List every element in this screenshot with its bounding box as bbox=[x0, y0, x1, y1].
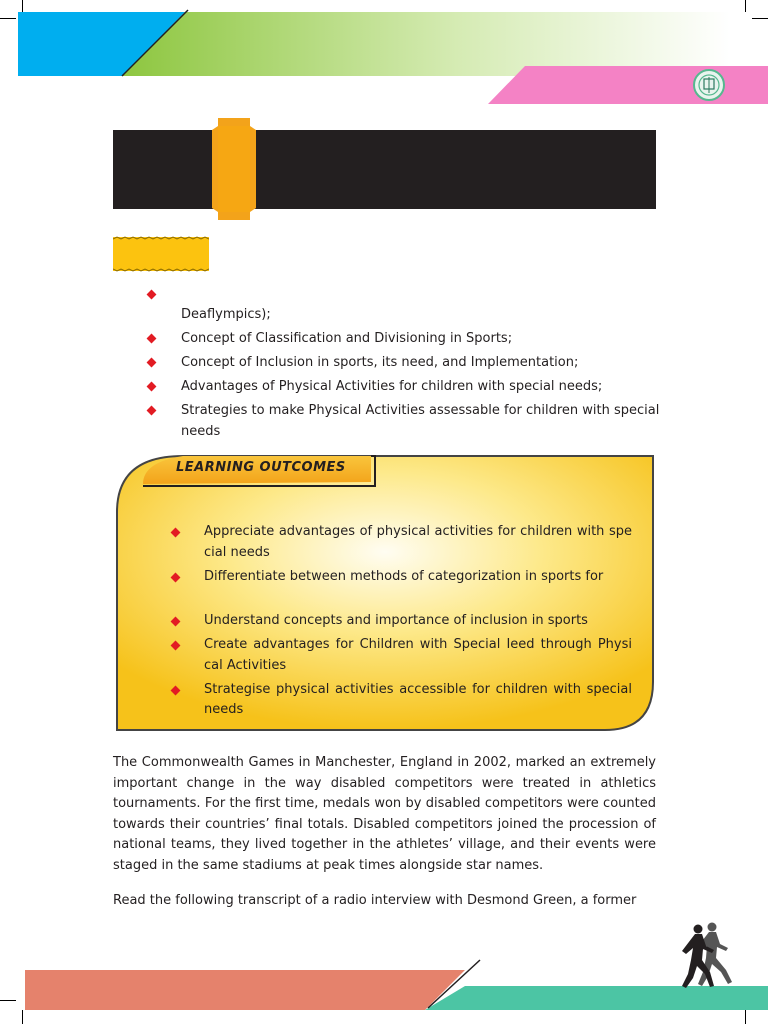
topics-list bbox=[148, 284, 668, 445]
diamond-bullet-icon bbox=[147, 334, 157, 344]
topic-text: Advantages of Physical Activities for children with special needs; bbox=[181, 379, 603, 394]
diamond-bullet-icon bbox=[171, 572, 181, 582]
diamond-bullet-icon bbox=[147, 290, 157, 300]
diamond-bullet-icon bbox=[171, 528, 181, 538]
outcome-text: Strategise physical activities accessible for children with special needs bbox=[204, 681, 632, 717]
list-item bbox=[148, 352, 668, 373]
list-item bbox=[172, 635, 632, 676]
diamond-bullet-icon bbox=[147, 406, 157, 416]
body-paragraph: Read the following transcript of a radio interview with Desmond Green, a former bbox=[113, 893, 637, 908]
diamond-bullet-icon bbox=[171, 685, 181, 695]
learning-outcomes-heading: LEARNING OUTCOMES bbox=[176, 460, 346, 475]
list-item bbox=[172, 680, 632, 721]
list-item bbox=[148, 400, 668, 442]
topic-text: Concept of Inclusion in sports, its need, and Implementation; bbox=[181, 355, 579, 370]
outcome-text: Understand concepts and importance of inclusion in sports bbox=[204, 613, 588, 628]
list-item bbox=[172, 522, 632, 563]
topic-text bbox=[181, 284, 668, 305]
topic-text: Strategies to make Physical Activities assessable for children with special needs bbox=[181, 403, 660, 439]
diamond-bullet-icon bbox=[171, 617, 181, 627]
chapter-number-tab bbox=[212, 118, 256, 220]
list-item bbox=[172, 567, 632, 588]
list-item bbox=[172, 611, 632, 632]
objectives-tag bbox=[113, 234, 209, 274]
outcome-text: Create advantages for Children with Special Ieed through Physi cal Activities bbox=[204, 637, 632, 673]
diamond-bullet-icon bbox=[171, 641, 181, 651]
bottom-banner bbox=[0, 950, 768, 1024]
list-item bbox=[148, 284, 668, 305]
diamond-bullet-icon bbox=[147, 382, 157, 392]
outcome-text: Appreciate advantages of physical activities for children with spe cial needs bbox=[204, 524, 632, 560]
diamond-bullet-icon bbox=[147, 358, 157, 368]
topic-text: Concept of Classification and Divisioning in Sports; bbox=[181, 331, 513, 346]
body-paragraph: The Commonwealth Games in Manchester, England in 2002, marked an extremely important change in the way disabled competitors were treated in athletics tournaments. For the first time, medals won by disabled competitors were counted towards their countries’ final totals. Disabled competitors joined the procession of national teams, they lived together in the athletes’ village, and their events were staged in the same stadiums at peak times alongside star names. bbox=[113, 755, 656, 873]
runners-icon bbox=[676, 920, 742, 990]
list-item bbox=[148, 304, 668, 325]
top-banner bbox=[0, 0, 768, 110]
outcome-text: Differentiate between methods of categorization in sports for bbox=[204, 568, 604, 584]
chapter-title-bar bbox=[113, 130, 656, 209]
learning-outcomes-list bbox=[172, 522, 632, 724]
list-item bbox=[148, 328, 668, 349]
ncert-emblem-icon bbox=[692, 68, 726, 102]
list-item bbox=[148, 376, 668, 397]
topic-text: Deaflympics); bbox=[181, 307, 271, 322]
